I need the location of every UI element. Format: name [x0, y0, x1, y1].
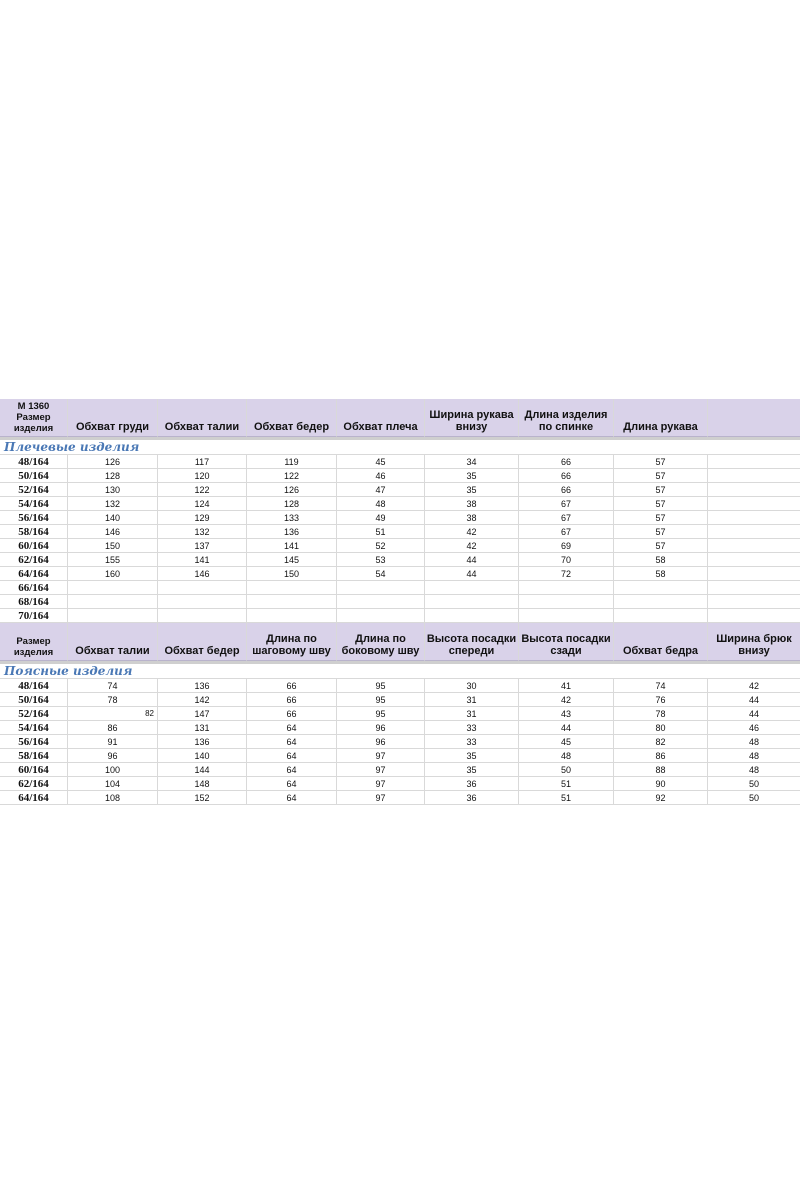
- value-cell: 108: [68, 791, 158, 805]
- value-cell: 31: [425, 707, 519, 721]
- value-cell: [519, 581, 614, 595]
- top-header-back-length: Длина изделия по спинке: [519, 399, 614, 437]
- value-cell: [337, 581, 425, 595]
- value-cell: 76: [614, 693, 708, 707]
- value-cell: 95: [337, 707, 425, 721]
- value-cell: 53: [337, 553, 425, 567]
- bottom-header-leg-opening: Ширина брюк внизу: [708, 623, 800, 661]
- value-cell: [708, 567, 800, 581]
- value-cell: 72: [519, 567, 614, 581]
- size-cell: 62/164: [0, 777, 68, 791]
- size-cell: 58/164: [0, 525, 68, 539]
- bottom-header-inseam: Длина по шаговому шву: [247, 623, 337, 661]
- bottom-table-body: [0, 679, 800, 805]
- value-cell: [519, 595, 614, 609]
- value-cell: [519, 609, 614, 623]
- value-cell: [425, 595, 519, 609]
- value-cell: 64: [247, 791, 337, 805]
- size-cell: 50/164: [0, 469, 68, 483]
- value-cell: [708, 595, 800, 609]
- value-cell: [708, 469, 800, 483]
- size-cell: 66/164: [0, 581, 68, 595]
- value-cell: 51: [519, 791, 614, 805]
- value-cell: 52: [337, 539, 425, 553]
- table-row: [0, 497, 800, 511]
- value-cell: 44: [425, 567, 519, 581]
- value-cell: [708, 539, 800, 553]
- bottom-header-hips: Обхват бедер: [158, 623, 247, 661]
- value-cell: 78: [614, 707, 708, 721]
- value-cell: 146: [68, 525, 158, 539]
- value-cell: 57: [614, 525, 708, 539]
- value-cell: [708, 525, 800, 539]
- value-cell: 57: [614, 511, 708, 525]
- value-cell: 133: [247, 511, 337, 525]
- value-cell: 66: [519, 483, 614, 497]
- value-cell: [425, 609, 519, 623]
- value-cell: [708, 497, 800, 511]
- value-cell: 66: [519, 455, 614, 469]
- top-header-sleeve-length: Длина рукава: [614, 399, 708, 437]
- bottom-header-waist: Обхват талии: [68, 623, 158, 661]
- value-cell: 31: [425, 693, 519, 707]
- value-cell: 64: [247, 763, 337, 777]
- value-cell: [68, 581, 158, 595]
- value-cell: 147: [158, 707, 247, 721]
- value-cell: 57: [614, 483, 708, 497]
- value-cell: 46: [708, 721, 800, 735]
- value-cell: [247, 609, 337, 623]
- value-cell: 155: [68, 553, 158, 567]
- value-cell: 86: [614, 749, 708, 763]
- value-cell: 95: [337, 679, 425, 693]
- value-cell: 74: [68, 679, 158, 693]
- table-row: [0, 749, 800, 763]
- value-cell: 45: [519, 735, 614, 749]
- value-cell: [614, 595, 708, 609]
- size-cell: 60/164: [0, 539, 68, 553]
- bottom-header-outseam: Длина по боковому шву: [337, 623, 425, 661]
- value-cell: 120: [158, 469, 247, 483]
- value-cell: [247, 595, 337, 609]
- value-cell: 50: [708, 777, 800, 791]
- value-cell: 66: [247, 693, 337, 707]
- value-cell: 136: [158, 679, 247, 693]
- value-cell: 57: [614, 469, 708, 483]
- value-cell: [708, 483, 800, 497]
- value-cell: 128: [247, 497, 337, 511]
- value-cell: 140: [68, 511, 158, 525]
- size-cell: 54/164: [0, 721, 68, 735]
- size-cell: 68/164: [0, 595, 68, 609]
- value-cell: 145: [247, 553, 337, 567]
- value-cell: 141: [158, 553, 247, 567]
- value-cell: 146: [158, 567, 247, 581]
- value-cell: [614, 581, 708, 595]
- table-row: [0, 469, 800, 483]
- value-cell: 54: [337, 567, 425, 581]
- value-cell: [68, 707, 158, 721]
- table-row: [0, 777, 800, 791]
- value-cell: 122: [158, 483, 247, 497]
- table-row: [0, 763, 800, 777]
- value-cell: 64: [247, 721, 337, 735]
- value-cell: 57: [614, 539, 708, 553]
- value-cell: 33: [425, 735, 519, 749]
- value-cell: [247, 581, 337, 595]
- table-row: [0, 609, 800, 623]
- size-cell: 64/164: [0, 567, 68, 581]
- value-cell: 67: [519, 525, 614, 539]
- value-cell: 44: [708, 707, 800, 721]
- value-cell: 48: [708, 749, 800, 763]
- value-cell: 45: [337, 455, 425, 469]
- value-cell: 78: [68, 693, 158, 707]
- value-cell: 132: [68, 497, 158, 511]
- value-cell: 132: [158, 525, 247, 539]
- top-header-empty: [708, 399, 800, 437]
- value-cell: 67: [519, 497, 614, 511]
- value-cell: [68, 595, 158, 609]
- value-cell: 42: [425, 525, 519, 539]
- value-cell: 35: [425, 469, 519, 483]
- value-cell: 58: [614, 553, 708, 567]
- value-cell: 66: [519, 469, 614, 483]
- value-cell: 64: [247, 777, 337, 791]
- value-cell: 100: [68, 763, 158, 777]
- value-cell: 82: [614, 735, 708, 749]
- value-cell: 44: [425, 553, 519, 567]
- top-header-size-cell: [0, 399, 68, 437]
- value-cell: 43: [519, 707, 614, 721]
- table-row: [0, 707, 800, 721]
- value-cell: 48: [708, 735, 800, 749]
- value-cell: 97: [337, 777, 425, 791]
- size-cell: 48/164: [0, 679, 68, 693]
- value-cell: 150: [68, 539, 158, 553]
- value-cell: 58: [614, 567, 708, 581]
- value-cell: 136: [158, 735, 247, 749]
- value-cell: [158, 581, 247, 595]
- size-cell: 62/164: [0, 553, 68, 567]
- value-cell: 104: [68, 777, 158, 791]
- value-cell: [614, 609, 708, 623]
- size-chart-sheet: [0, 399, 800, 805]
- value-cell: 91: [68, 735, 158, 749]
- value-cell: 140: [158, 749, 247, 763]
- section-label-shoulder-garments: Плечевые изделия: [0, 440, 800, 455]
- value-cell: 97: [337, 791, 425, 805]
- table-row: [0, 455, 800, 469]
- value-cell: [708, 581, 800, 595]
- value-cell: 64: [247, 735, 337, 749]
- value-cell: 130: [68, 483, 158, 497]
- top-header-size-label: Размер изделия: [13, 412, 54, 434]
- value-cell: 42: [425, 539, 519, 553]
- value-cell: 50: [519, 763, 614, 777]
- value-cell: 136: [247, 525, 337, 539]
- value-cell: [68, 609, 158, 623]
- value-cell: [158, 609, 247, 623]
- value-cell: 96: [68, 749, 158, 763]
- value-cell: 80: [614, 721, 708, 735]
- value-cell: [337, 595, 425, 609]
- top-table-body: [0, 455, 800, 623]
- table-row: [0, 679, 800, 693]
- value-cell: 128: [68, 469, 158, 483]
- value-cell: 95: [337, 693, 425, 707]
- value-cell: 74: [614, 679, 708, 693]
- value-cell: 152: [158, 791, 247, 805]
- value-cell: [708, 455, 800, 469]
- table-row: [0, 791, 800, 805]
- size-cell: 48/164: [0, 455, 68, 469]
- size-cell: 52/164: [0, 707, 68, 721]
- bottom-header-back-rise: Высота посадки сзади: [519, 623, 614, 661]
- top-header-row: [0, 399, 800, 437]
- value-cell: [708, 553, 800, 567]
- value-cell: 36: [425, 791, 519, 805]
- value-cell: 160: [68, 567, 158, 581]
- table-row: [0, 735, 800, 749]
- value-cell: [337, 609, 425, 623]
- table-row: [0, 511, 800, 525]
- value-cell: 64: [247, 749, 337, 763]
- value-cell: 126: [68, 455, 158, 469]
- table-row: [0, 539, 800, 553]
- value-cell: 90: [614, 777, 708, 791]
- value-cell: 141: [247, 539, 337, 553]
- value-cell: [425, 581, 519, 595]
- value-cell: [158, 595, 247, 609]
- table-row: [0, 553, 800, 567]
- value-cell: 50: [708, 791, 800, 805]
- value-cell: 117: [158, 455, 247, 469]
- table-row: [0, 483, 800, 497]
- table-row: [0, 721, 800, 735]
- value-cell: 35: [425, 483, 519, 497]
- bottom-header-thigh: Обхват бедра: [614, 623, 708, 661]
- value-cell: 48: [337, 497, 425, 511]
- top-header-chest: Обхват груди: [68, 399, 158, 437]
- table-row: [0, 525, 800, 539]
- size-cell: 52/164: [0, 483, 68, 497]
- size-cell: 54/164: [0, 497, 68, 511]
- size-cell: 56/164: [0, 735, 68, 749]
- value-cell: 92: [614, 791, 708, 805]
- value-cell: 38: [425, 511, 519, 525]
- value-cell: 49: [337, 511, 425, 525]
- value-cell: 148: [158, 777, 247, 791]
- value-cell: 38: [425, 497, 519, 511]
- value-cell: 57: [614, 497, 708, 511]
- size-cell: 58/164: [0, 749, 68, 763]
- value-cell: 48: [519, 749, 614, 763]
- table-row: [0, 581, 800, 595]
- value-cell: 119: [247, 455, 337, 469]
- top-header-waist: Обхват талии: [158, 399, 247, 437]
- value-cell: 96: [337, 721, 425, 735]
- value-cell: 35: [425, 763, 519, 777]
- top-header-shoulder: Обхват плеча: [337, 399, 425, 437]
- value-cell: 97: [337, 763, 425, 777]
- value-cell: 33: [425, 721, 519, 735]
- value-cell: 150: [247, 567, 337, 581]
- value-cell: 34: [425, 455, 519, 469]
- value-cell: 131: [158, 721, 247, 735]
- value-cell: 69: [519, 539, 614, 553]
- table-row: [0, 693, 800, 707]
- value-cell: 97: [337, 749, 425, 763]
- offset-value-note: 82: [145, 709, 154, 718]
- top-header-sleeve-width: Ширина рукава внизу: [425, 399, 519, 437]
- value-cell: 144: [158, 763, 247, 777]
- value-cell: 67: [519, 511, 614, 525]
- section-label-waist-garments: Поясные изделия: [0, 664, 800, 679]
- bottom-header-row: [0, 623, 800, 661]
- bottom-header-front-rise: Высота посадки спереди: [425, 623, 519, 661]
- value-cell: 96: [337, 735, 425, 749]
- table-row: [0, 567, 800, 581]
- value-cell: 41: [519, 679, 614, 693]
- top-header-hips: Обхват бедер: [247, 399, 337, 437]
- value-cell: 122: [247, 469, 337, 483]
- value-cell: 46: [337, 469, 425, 483]
- value-cell: 86: [68, 721, 158, 735]
- value-cell: 35: [425, 749, 519, 763]
- value-cell: 42: [708, 679, 800, 693]
- value-cell: 36: [425, 777, 519, 791]
- value-cell: 129: [158, 511, 247, 525]
- value-cell: 66: [247, 679, 337, 693]
- value-cell: 42: [519, 693, 614, 707]
- value-cell: 57: [614, 455, 708, 469]
- model-number: М 1360: [17, 401, 50, 412]
- size-cell: 60/164: [0, 763, 68, 777]
- value-cell: 137: [158, 539, 247, 553]
- size-cell: 70/164: [0, 609, 68, 623]
- value-cell: 44: [708, 693, 800, 707]
- value-cell: 51: [337, 525, 425, 539]
- table-row: [0, 595, 800, 609]
- value-cell: 66: [247, 707, 337, 721]
- value-cell: 70: [519, 553, 614, 567]
- value-cell: 30: [425, 679, 519, 693]
- size-cell: 50/164: [0, 693, 68, 707]
- value-cell: 48: [708, 763, 800, 777]
- value-cell: 126: [247, 483, 337, 497]
- size-cell: 64/164: [0, 791, 68, 805]
- size-cell: 56/164: [0, 511, 68, 525]
- value-cell: 142: [158, 693, 247, 707]
- value-cell: 44: [519, 721, 614, 735]
- value-cell: 124: [158, 497, 247, 511]
- value-cell: 51: [519, 777, 614, 791]
- value-cell: [708, 511, 800, 525]
- value-cell: 47: [337, 483, 425, 497]
- value-cell: 88: [614, 763, 708, 777]
- bottom-header-size: Размер изделия: [0, 623, 68, 661]
- value-cell: [708, 609, 800, 623]
